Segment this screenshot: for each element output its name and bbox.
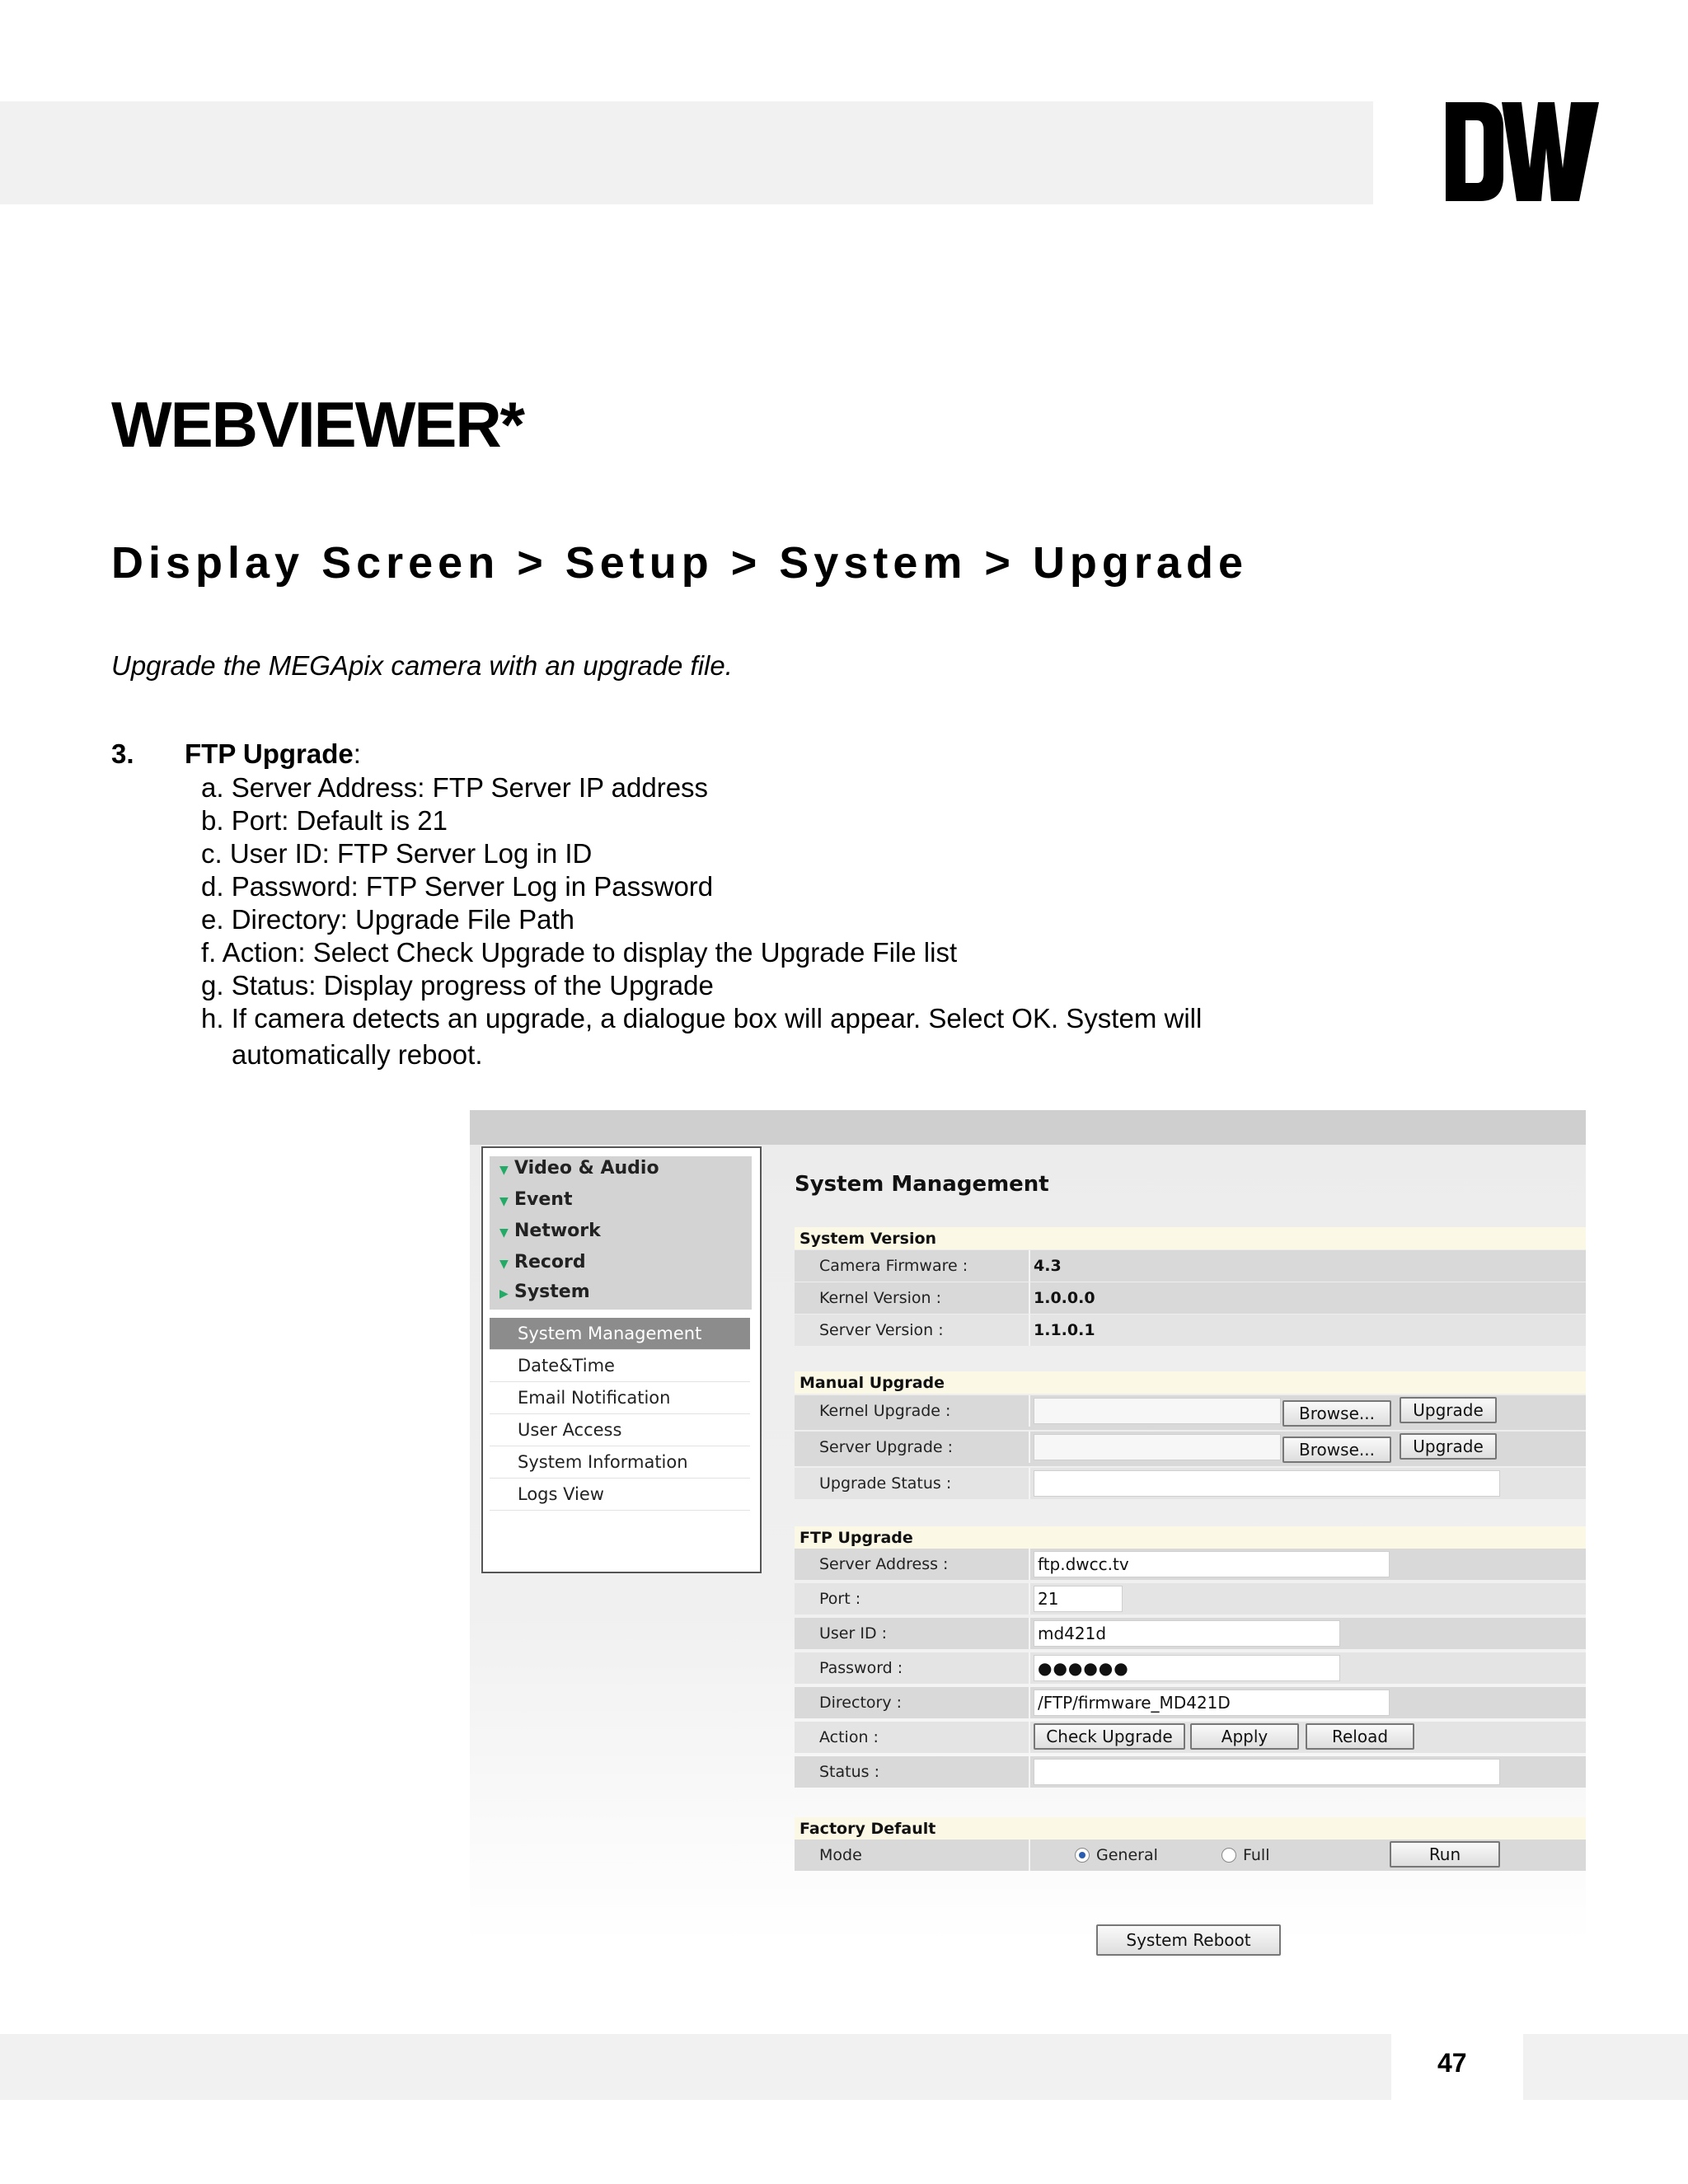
check-upgrade-button[interactable]: Check Upgrade [1034,1723,1185,1750]
factory-default-heading [795,1817,1586,1840]
server-address-input[interactable]: ftp.dwcc.tv [1034,1551,1390,1577]
sidebar-item-network[interactable] [499,1221,601,1241]
camera-firmware-value: 4.3 [1034,1257,1062,1275]
kernel-version-value: 1.0.0.0 [1034,1289,1095,1307]
server-address-label: Server Address : [819,1555,949,1573]
dw-logo [1444,99,1601,204]
sidebar-item-label: Video & Audio [514,1158,659,1179]
server-version-value: 1.1.0.1 [1034,1321,1095,1339]
row-divider [1029,1468,1030,1499]
list-item: e. Directory: Upgrade File Path [201,904,575,935]
kernel-version-label: Kernel Version : [819,1289,942,1307]
row-divider [1029,1756,1030,1788]
list-item: f. Action: Select Check Upgrade to display the Upgrade File list [201,937,958,968]
user-id-row [795,1618,1586,1649]
page-title: WEBVIEWER* [111,388,524,461]
user-id-label: User ID : [819,1624,888,1643]
sidebar-subitem-label: User Access [518,1420,622,1440]
list-item-continuation: automatically reboot. [232,1039,483,1070]
sidebar-item-system[interactable] [499,1282,590,1302]
user-id-input[interactable]: md421d [1034,1620,1340,1647]
sidebar-category-panel [490,1156,752,1310]
run-button[interactable]: Run [1390,1841,1500,1868]
sidebar-subitem-system-management[interactable] [490,1318,750,1350]
port-row [795,1583,1586,1615]
kernel-version-row [795,1282,1586,1314]
screenshot-top-bar [470,1110,1586,1145]
list-item: a. Server Address: FTP Server IP address [201,772,709,803]
list-item: b. Port: Default is 21 [201,805,448,836]
server-upgrade-row [795,1432,1586,1466]
manual-upgrade-heading [795,1371,1586,1394]
footer-band [0,2034,1391,2100]
sidebar-subitem-label: Logs View [518,1484,604,1504]
camera-firmware-label: Camera Firmware : [819,1257,968,1275]
upgrade-status-field [1034,1470,1500,1497]
kernel-browse-button[interactable]: Browse... [1282,1400,1391,1427]
expand-arrow-icon: ▼ [499,1195,509,1208]
page-number: 47 [1437,2048,1467,2078]
intro-text: Upgrade the MEGApix camera with an upgrade file. [111,650,733,681]
server-upgrade-label: Server Upgrade : [819,1438,954,1456]
sidebar-item-label: Record [514,1252,586,1272]
section-heading-label: Manual Upgrade [799,1374,945,1392]
system-reboot-button[interactable]: System Reboot [1096,1924,1281,1956]
row-divider [1029,1840,1030,1871]
list-item: c. User ID: FTP Server Log in ID [201,838,593,869]
collapse-arrow-icon: ▶ [499,1287,509,1301]
system-version-heading [795,1227,1586,1249]
expand-arrow-icon: ▼ [499,1258,509,1271]
section-heading-label: Factory Default [799,1820,936,1838]
port-input[interactable]: 21 [1034,1586,1123,1612]
instruction-list [201,771,1202,1071]
server-upgrade-button[interactable]: Upgrade [1400,1433,1497,1460]
section-title-text: FTP Upgrade [185,738,354,769]
row-divider [1029,1395,1030,1427]
kernel-upgrade-label: Kernel Upgrade : [819,1402,951,1420]
apply-button[interactable]: Apply [1190,1723,1299,1750]
embedded-screenshot [470,1110,1586,1950]
expand-arrow-icon: ▼ [499,1164,509,1177]
server-address-row [795,1549,1586,1580]
kernel-upgrade-button[interactable]: Upgrade [1400,1397,1497,1423]
ftp-status-field [1034,1759,1500,1785]
row-divider [1029,1652,1030,1684]
general-radio[interactable] [1075,1848,1090,1863]
server-version-label: Server Version : [819,1321,944,1339]
list-item: g. Status: Display progress of the Upgrade [201,970,714,1001]
sidebar-item-label: Event [514,1189,573,1210]
list-item: h. If camera detects an upgrade, a dialogue box will appear. Select OK. System will [201,1003,1203,1033]
row-divider [1029,1315,1030,1346]
ftp-upgrade-heading [795,1526,1586,1549]
row-divider [1029,1687,1030,1718]
breadcrumb: Display Screen > Setup > System > Upgrade [111,538,1248,588]
action-row [795,1722,1586,1753]
action-label: Action : [819,1728,879,1746]
row-divider [1029,1722,1030,1753]
ftp-status-label: Status : [819,1763,879,1781]
sidebar-item-label: System [514,1282,590,1302]
sidebar-item-event[interactable] [499,1189,572,1210]
sidebar-subitem-user-access[interactable] [490,1414,750,1446]
sidebar-subitem-date-time[interactable] [490,1350,750,1382]
full-radio-label: Full [1243,1846,1270,1864]
sidebar-item-label: Network [514,1221,601,1241]
kernel-upgrade-row [795,1395,1586,1430]
mode-label: Mode [819,1846,862,1864]
ftp-status-row [795,1756,1586,1788]
server-upgrade-file-input[interactable] [1034,1434,1281,1460]
sidebar-subitem-email-notification[interactable] [490,1382,750,1414]
reload-button[interactable]: Reload [1306,1723,1414,1750]
directory-label: Directory : [819,1694,903,1712]
section-heading-label: FTP Upgrade [799,1529,913,1547]
directory-input[interactable]: /FTP/firmware_MD421D [1034,1690,1390,1716]
sidebar-subitem-logs-view[interactable] [490,1479,750,1511]
sidebar-subitem-label: Date&Time [518,1356,615,1376]
system-management-title: System Management [795,1172,1049,1197]
section-title-colon: : [353,738,361,769]
sidebar-subitem-label: Email Notification [518,1388,671,1408]
sidebar-subitem-label: System Information [518,1452,688,1472]
row-divider [1029,1282,1030,1314]
general-radio-label: General [1096,1846,1158,1864]
row-divider [1029,1250,1030,1282]
directory-row [795,1687,1586,1718]
section-heading-label: System Version [799,1230,937,1248]
header-band [0,101,1373,204]
full-radio[interactable] [1221,1848,1236,1863]
sidebar-item-record[interactable] [499,1252,586,1272]
footer-band-right [1523,2034,1688,2100]
row-divider [1029,1583,1030,1615]
password-input[interactable]: ●●●●●● [1034,1655,1340,1681]
port-label: Port : [819,1590,861,1608]
kernel-upgrade-file-input[interactable] [1034,1398,1281,1424]
row-divider [1029,1432,1030,1463]
list-item: d. Password: FTP Server Log in Password [201,871,714,902]
camera-firmware-row [795,1250,1586,1282]
mode-row [795,1840,1586,1871]
expand-arrow-icon: ▼ [499,1226,509,1240]
password-label: Password : [819,1659,903,1677]
setup-sidebar [481,1146,762,1573]
server-version-row [795,1315,1586,1346]
section-title [185,738,361,770]
sidebar-subitem-system-information[interactable] [490,1446,750,1479]
password-row [795,1652,1586,1684]
upgrade-status-row [795,1468,1586,1499]
row-divider [1029,1618,1030,1649]
upgrade-status-label: Upgrade Status : [819,1474,952,1493]
sidebar-subitem-label: System Management [518,1324,702,1343]
sidebar-item-video-audio[interactable] [499,1158,659,1179]
section-number: 3. [111,738,134,769]
server-browse-button[interactable]: Browse... [1282,1436,1391,1463]
row-divider [1029,1549,1030,1580]
